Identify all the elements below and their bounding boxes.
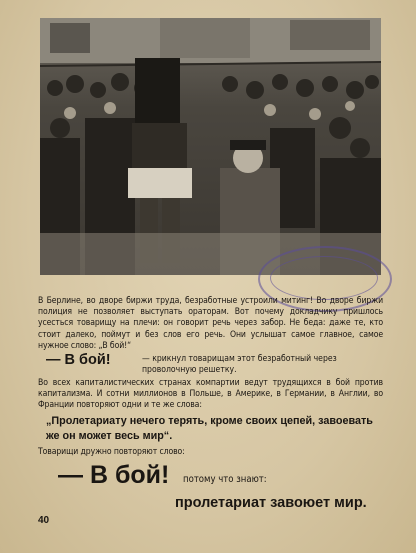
paragraph-berlin: В Берлине, во дворе биржи труда, безработные устроили митинг! Во дворе биржи полиция не позволяет выступать ораторам. Вот почему докладчику пришлось усесться товарищу на плечи: он говорит речь через забор. Не беда: даже те, кто стоит далеко, поймут и без слов его речь. Они услышат самое главное, самое нужное слово: „В бой!“ (38, 296, 383, 351)
final-because: потому что знают: (183, 474, 267, 485)
page-number: 40 (38, 515, 50, 526)
paragraph-repeat: Товарищи дружно повторяют слово: (38, 447, 185, 457)
crowd-photo (40, 18, 381, 275)
callout-v-boi (46, 352, 366, 378)
callout-big-text: — В бой! (46, 352, 111, 368)
final-big-text: — В бой! (58, 461, 170, 489)
callout-side-text: — крикнул товарищам этот безработный через проволочную решетку. (142, 354, 337, 375)
manifesto-quote: „Пролетариату нечего терять, кроме своих цепей, завоевать же он может весь мир“. (46, 415, 373, 442)
stamp-inner-ring (270, 256, 378, 300)
paragraph-communists: Во всех капиталистических странах компартии ведут трудящихся в бой против капитализма. И сотни миллионов в Польше, в Америке, в Германии, в Англии, во Франции повторяют одни и те же слова: (38, 378, 383, 411)
final-line-two: пролетариат завоюет мир. (175, 495, 367, 511)
final-slogan (58, 462, 388, 514)
